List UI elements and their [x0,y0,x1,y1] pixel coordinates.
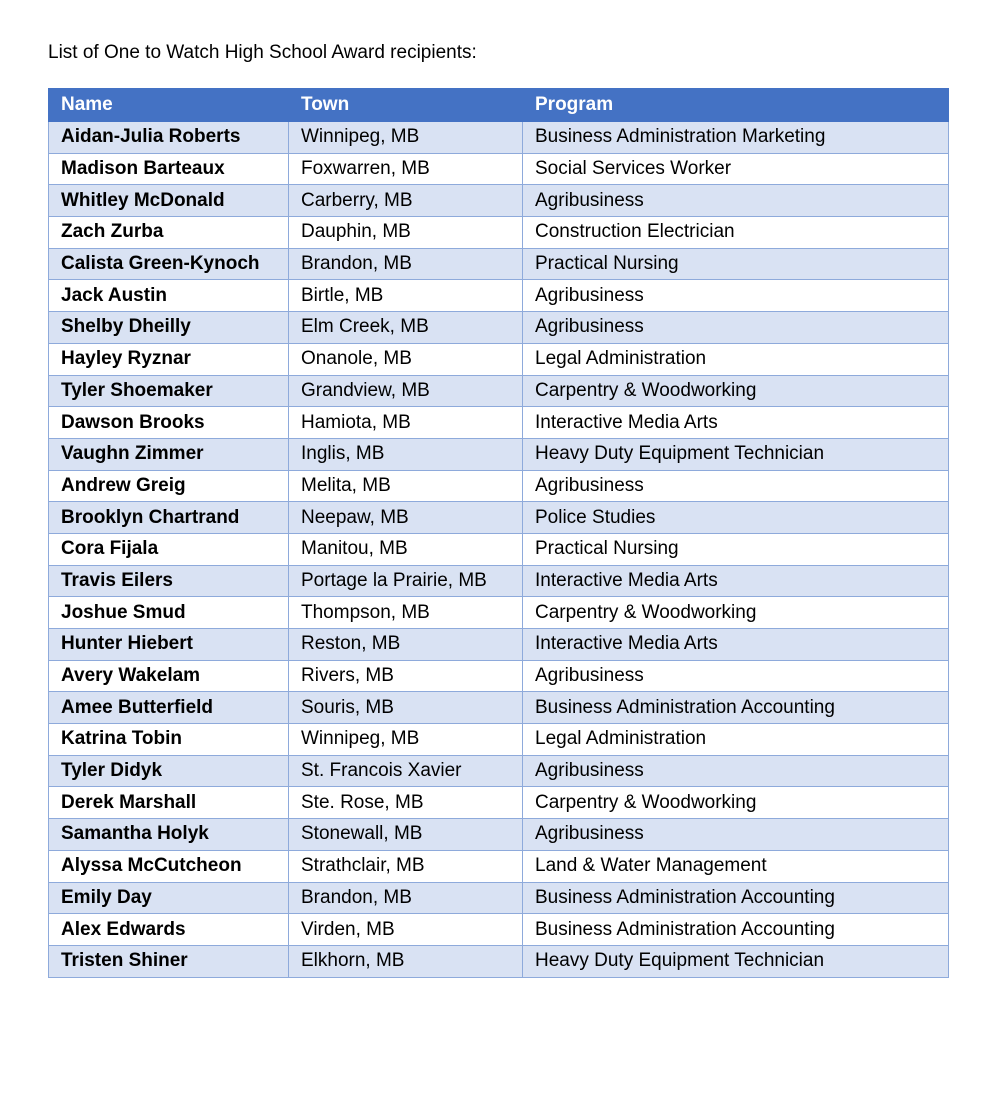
table-row [49,185,949,217]
town-cell: Foxwarren, MB [289,153,523,185]
town-cell: Hamiota, MB [289,407,523,439]
program-cell: Heavy Duty Equipment Technician [523,945,949,977]
table-row [49,502,949,534]
program-cell: Agribusiness [523,660,949,692]
town-cell: Winnipeg, MB [289,122,523,154]
table-row [49,819,949,851]
name-cell: Tyler Shoemaker [49,375,289,407]
town-cell: Rivers, MB [289,660,523,692]
program-cell: Interactive Media Arts [523,629,949,661]
name-cell: Whitley McDonald [49,185,289,217]
name-cell: Amee Butterfield [49,692,289,724]
name-cell: Shelby Dheilly [49,312,289,344]
town-cell: Grandview, MB [289,375,523,407]
program-cell: Carpentry & Woodworking [523,375,949,407]
town-cell: Inglis, MB [289,438,523,470]
town-cell: Dauphin, MB [289,217,523,249]
table-row [49,565,949,597]
name-cell: Avery Wakelam [49,660,289,692]
table-row [49,122,949,154]
town-cell: Stonewall, MB [289,819,523,851]
name-cell: Cora Fijala [49,533,289,565]
table-row [49,343,949,375]
name-cell: Travis Eilers [49,565,289,597]
program-cell: Legal Administration [523,724,949,756]
table-row [49,597,949,629]
name-cell: Emily Day [49,882,289,914]
table-row [49,914,949,946]
table-row [49,850,949,882]
town-cell: Carberry, MB [289,185,523,217]
table-row [49,755,949,787]
program-cell: Business Administration Marketing [523,122,949,154]
program-cell: Interactive Media Arts [523,565,949,597]
town-cell: Birtle, MB [289,280,523,312]
table-row [49,945,949,977]
program-cell: Agribusiness [523,185,949,217]
name-cell: Jack Austin [49,280,289,312]
name-cell: Tristen Shiner [49,945,289,977]
town-cell: Manitou, MB [289,533,523,565]
document-title: List of One to Watch High School Award recipients: [48,42,477,63]
town-cell: Thompson, MB [289,597,523,629]
town-cell: Brandon, MB [289,248,523,280]
table-row [49,280,949,312]
program-cell: Business Administration Accounting [523,914,949,946]
table-row [49,407,949,439]
program-cell: Agribusiness [523,819,949,851]
table-row [49,533,949,565]
table-row [49,438,949,470]
town-cell: Virden, MB [289,914,523,946]
table-row [49,312,949,344]
table-row [49,882,949,914]
town-cell: Onanole, MB [289,343,523,375]
name-cell: Madison Barteaux [49,153,289,185]
table-row [49,629,949,661]
name-cell: Hunter Hiebert [49,629,289,661]
column-header-name: Name [49,89,289,122]
column-header-town: Town [289,89,523,122]
program-cell: Practical Nursing [523,248,949,280]
name-cell: Samantha Holyk [49,819,289,851]
table-row [49,660,949,692]
program-cell: Agribusiness [523,280,949,312]
program-cell: Carpentry & Woodworking [523,787,949,819]
program-cell: Business Administration Accounting [523,882,949,914]
town-cell: Ste. Rose, MB [289,787,523,819]
name-cell: Andrew Greig [49,470,289,502]
program-cell: Police Studies [523,502,949,534]
name-cell: Zach Zurba [49,217,289,249]
town-cell: Elkhorn, MB [289,945,523,977]
column-header-program: Program [523,89,949,122]
town-cell: Brandon, MB [289,882,523,914]
town-cell: Portage la Prairie, MB [289,565,523,597]
table-row [49,787,949,819]
name-cell: Dawson Brooks [49,407,289,439]
town-cell: Neepaw, MB [289,502,523,534]
town-cell: Strathclair, MB [289,850,523,882]
name-cell: Katrina Tobin [49,724,289,756]
name-cell: Alyssa McCutcheon [49,850,289,882]
table-row [49,217,949,249]
town-cell: Reston, MB [289,629,523,661]
name-cell: Calista Green-Kynoch [49,248,289,280]
table-body [49,122,949,978]
program-cell: Social Services Worker [523,153,949,185]
table-row [49,248,949,280]
program-cell: Carpentry & Woodworking [523,597,949,629]
program-cell: Agribusiness [523,312,949,344]
program-cell: Interactive Media Arts [523,407,949,439]
table-row [49,375,949,407]
town-cell: Souris, MB [289,692,523,724]
town-cell: St. Francois Xavier [289,755,523,787]
table-row [49,153,949,185]
program-cell: Business Administration Accounting [523,692,949,724]
recipients-table [48,88,949,978]
name-cell: Vaughn Zimmer [49,438,289,470]
name-cell: Tyler Didyk [49,755,289,787]
name-cell: Joshue Smud [49,597,289,629]
town-cell: Winnipeg, MB [289,724,523,756]
program-cell: Legal Administration [523,343,949,375]
program-cell: Construction Electrician [523,217,949,249]
name-cell: Derek Marshall [49,787,289,819]
table-row [49,692,949,724]
program-cell: Land & Water Management [523,850,949,882]
program-cell: Agribusiness [523,470,949,502]
table-row [49,470,949,502]
program-cell: Practical Nursing [523,533,949,565]
table-row [49,724,949,756]
name-cell: Hayley Ryznar [49,343,289,375]
table-header-row [49,89,949,122]
town-cell: Melita, MB [289,470,523,502]
program-cell: Agribusiness [523,755,949,787]
town-cell: Elm Creek, MB [289,312,523,344]
name-cell: Alex Edwards [49,914,289,946]
program-cell: Heavy Duty Equipment Technician [523,438,949,470]
name-cell: Aidan-Julia Roberts [49,122,289,154]
name-cell: Brooklyn Chartrand [49,502,289,534]
